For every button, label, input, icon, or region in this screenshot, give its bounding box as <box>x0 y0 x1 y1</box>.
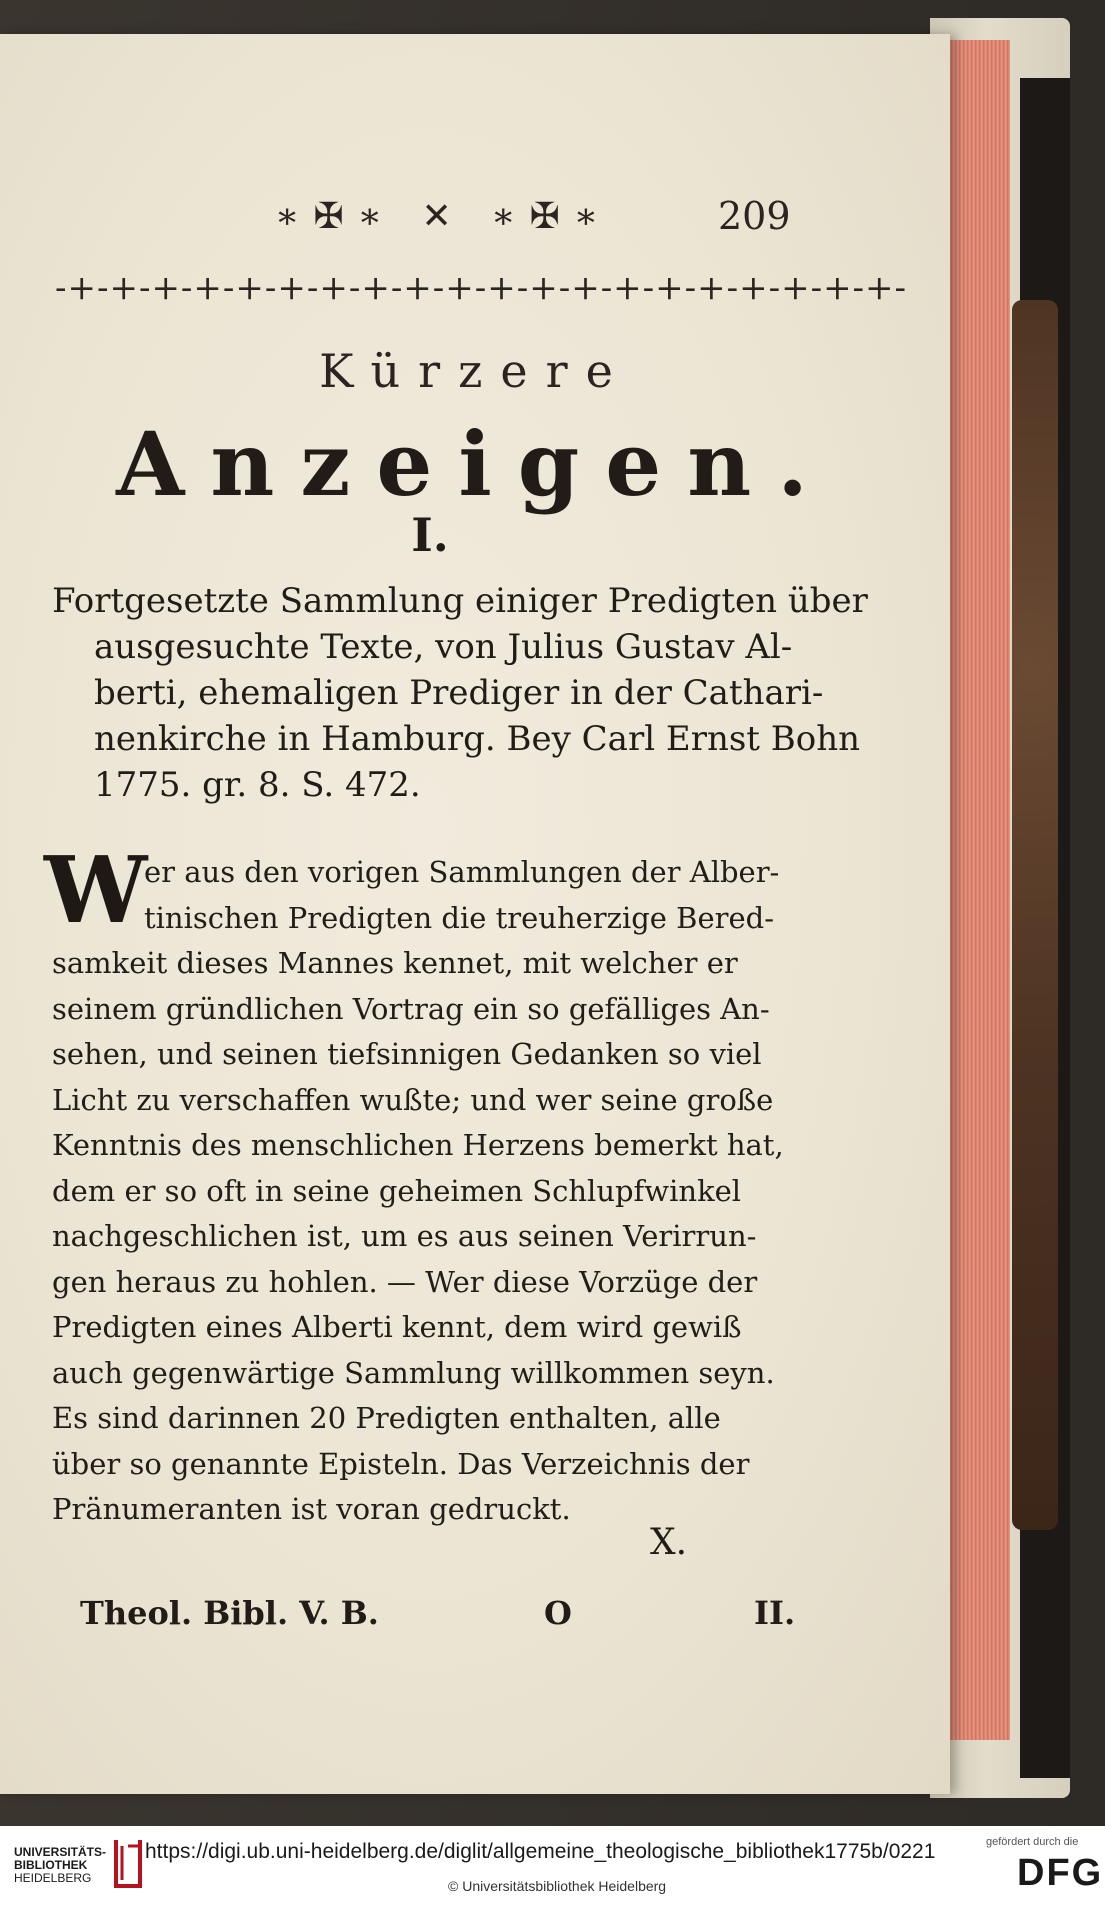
title-line: berti, ehemaligen Prediger in der Cathari- <box>94 673 824 713</box>
copyright-notice: © Universitätsbibliothek Heidelberg <box>448 1878 667 1894</box>
foxing-stain <box>1012 300 1058 1530</box>
book-page <box>0 34 950 1794</box>
reviewer-signature: X. <box>650 1522 688 1563</box>
review-body <box>44 836 792 1533</box>
catchword: II. <box>754 1594 796 1632</box>
review-title-block <box>52 578 868 808</box>
header-ornament: ∗✠∗ ✕ ∗✠∗ <box>275 196 613 237</box>
title-line: nenkirche in Hamburg. Bey Carl Ernst Bohn <box>94 719 861 759</box>
body-line: Licht zu verschaffen wußte; und wer seine große <box>52 1082 774 1117</box>
sheet-signature: O <box>544 1594 572 1632</box>
body-line: auch gegenwärtige Sammlung willkommen seyn. <box>52 1355 775 1390</box>
body-line: gen heraus zu hohlen. — Wer diese Vorzüge der <box>52 1264 758 1299</box>
section-title: Anzeigen. <box>116 412 834 516</box>
body-line: über so genannte Episteln. Das Verzeichnis der <box>52 1446 750 1481</box>
body-line: tinischen Predigten die treuherzige Bered- <box>144 900 775 935</box>
body-line: sehen, und seinen tiefsinnigen Gedanken so viel <box>52 1037 762 1071</box>
title-line: Fortgesetzte Sammlung einiger Predigten über <box>52 581 868 621</box>
funding-note: gefördert durch die <box>986 1836 1079 1848</box>
roman-numeral: I. <box>411 508 449 562</box>
library-name-line: UNIVERSITÄTS- <box>14 1845 107 1859</box>
library-logo-icon <box>110 1836 146 1892</box>
body-line: samkeit dieses Mannes kennet, mit welcher er <box>52 946 738 980</box>
drop-cap: W <box>44 836 148 944</box>
page-number: 209 <box>718 194 791 238</box>
body-line: nachgeschlichen ist, um es aus seinen Verirrun- <box>52 1219 757 1253</box>
library-name <box>14 1846 106 1885</box>
body-line: Kenntnis des menschlichen Herzens bemerkt hat, <box>52 1128 784 1162</box>
section-kicker: Kürzere <box>319 344 631 398</box>
body-line: Pränumeranten ist voran gedruckt. <box>52 1492 571 1526</box>
title-line: ausgesuchte Texte, von Julius Gustav Al- <box>94 627 793 667</box>
body-line: dem er so oft in seine geheimen Schlupfwinkel <box>52 1173 742 1208</box>
title-line: 1775. gr. 8. S. 472. <box>94 765 421 805</box>
signature-line: Theol. Bibl. V. B. <box>80 1594 379 1632</box>
page-edge-red <box>940 40 1010 1740</box>
attribution-bar <box>0 1826 1105 1906</box>
library-name-line: BIBLIOTHEK <box>14 1858 88 1872</box>
body-line: Es sind darinnen 20 Predigten enthalten, alle <box>52 1401 721 1435</box>
dfg-logo: DFG <box>1017 1852 1104 1894</box>
library-name-line: HEIDELBERG <box>14 1871 92 1885</box>
ornamental-rule: -+-+-+-+-+-+-+-+-+-+-+-+-+-+-+-+-+-+-+-+- <box>55 268 908 308</box>
body-line: er aus den vorigen Sammlungen der Alber- <box>144 855 780 889</box>
permalink-url[interactable]: https://digi.ub.uni-heidelberg.de/diglit/allgemeine_theologische_bibliothek1775b/0221 <box>145 1840 936 1863</box>
body-line: seinem gründlichen Vortrag ein so gefälliges An- <box>52 991 770 1026</box>
body-line: Predigten eines Alberti kennt, dem wird gewiß <box>52 1310 742 1344</box>
